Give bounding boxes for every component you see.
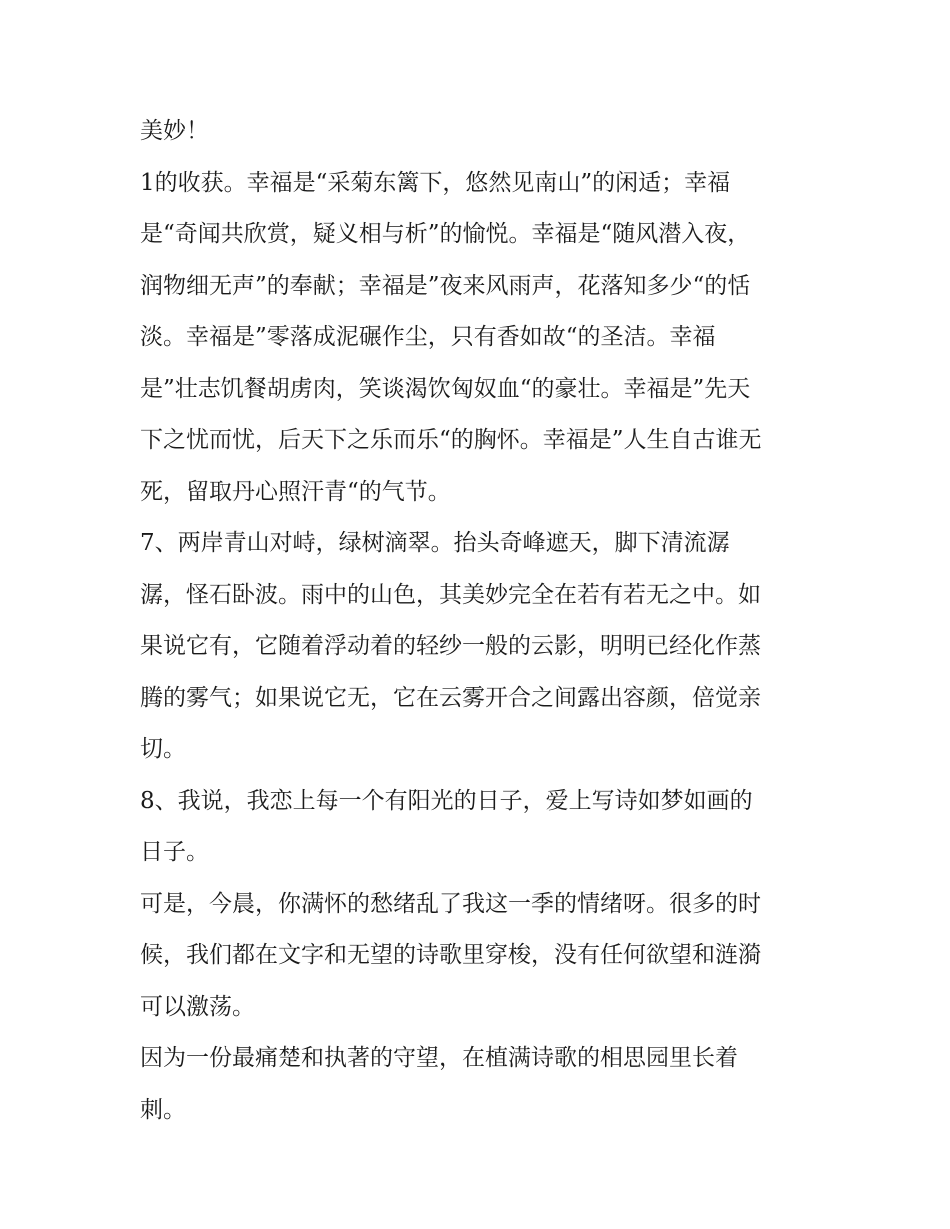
text-line: 8、我说，我恋上每一个有阳光的日子，爱上写诗如梦如画的 [140,787,753,814]
text-line: 下之忧而忧，后天下之乐而乐“的胸怀。幸福是”人生自古谁无 [140,427,762,453]
text-line: 7、两岸青山对峙，绿树滴翠。抬头奇峰遮天，脚下清流潺 [140,530,730,556]
text-line: 是”壮志饥餐胡虏肉，笑谈渴饮匈奴血“的豪壮。幸福是”先天 [140,375,751,402]
text-line: 可是，今晨，你满怀的愁绪乱了我这一季的情绪呀。很多的时 [140,890,761,917]
text-line: 果说它有，它随着浮动着的轻纱一般的云影，明明已经化作蒸 [140,633,761,659]
text-line: 淡。幸福是”零落成泥碾作尘，只有香如故“的圣洁。幸福 [140,324,716,350]
text-line: 润物细无声”的奉献；幸福是”夜来风雨声，花落知多少“的恬 [140,272,751,299]
text-line: 切。 [140,736,186,762]
text-line: 1的收获。幸福是“采菊东篱下，悠然见南山”的闲适；幸福 [140,169,731,196]
text-line: 美妙！ [140,118,209,144]
text-line: 潺，怪石卧波。雨中的山色，其美妙完全在若有若无之中。如 [140,581,761,608]
document-body [140,106,820,1136]
text-line: 是“奇闻共欣赏，疑义相与析”的愉悦。幸福是“随风潜入夜， [140,221,751,247]
text-line: 日子。 [140,839,209,865]
text-line: 死，留取丹心照汗青“的气节。 [140,478,451,505]
text-line: 因为一份最痛楚和执著的守望，在植满诗歌的相思园里长着 [140,1045,738,1071]
text-line: 可以激荡。 [140,993,255,1020]
text-line: 候，我们都在文字和无望的诗歌里穿梭，没有任何欲望和涟漪 [140,942,761,968]
text-line: 刺。 [140,1096,186,1123]
text-line: 腾的雾气；如果说它无，它在云雾开合之间露出容颜，倍觉亲 [140,684,761,711]
